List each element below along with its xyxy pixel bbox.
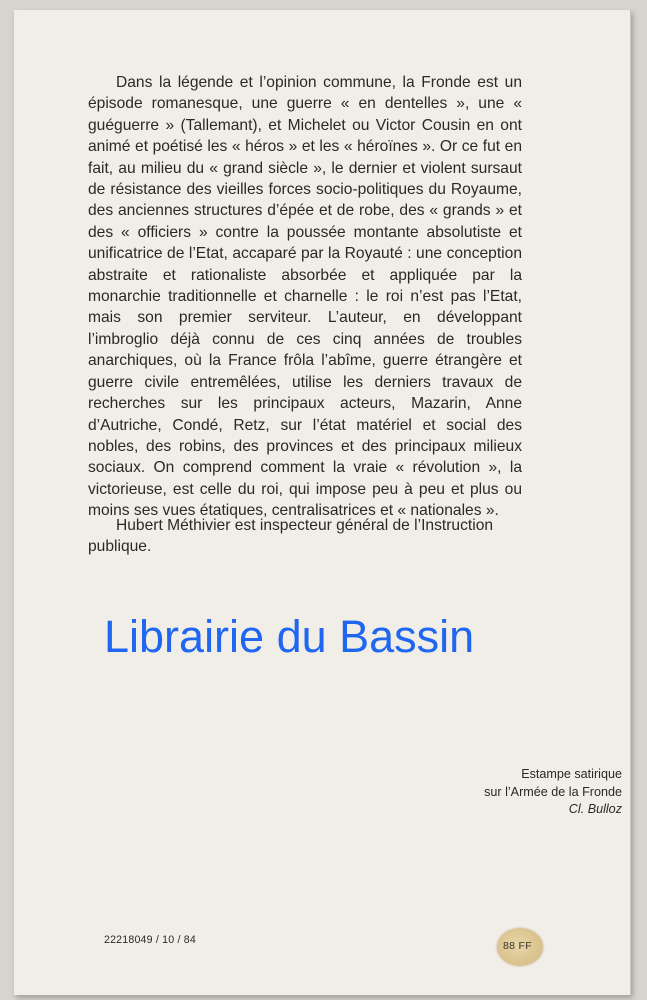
caption-line-1: Estampe satirique [521,767,622,781]
watermark-text: Librairie du Bassin [104,611,475,662]
catalog-number: 22218049 / 10 / 84 [104,934,196,946]
caption-line-2: sur l’Armée de la Fronde [484,784,622,799]
illustration-caption [360,766,622,819]
price-label: 88 FF [503,940,532,952]
blurb-paragraph: Dans la légende et l’opinion commune, la Fronde est un épisode romanesque, une guerre « en dentelles », une « guéguerre » (Tallemant), et Michelet ou Victor Cousin en ont animé et poétisé les « héros » et les « héroïnes ». Or ce fut en fait, au milieu du « grand siècle », le dernier et violent sursaut de résistance des vieilles forces socio-politiques du Royaume, des anciennes structures d’épée et de robe, des « grands » et des « officiers » contre la poussée montante absolutiste et unificatrice de l’Etat, accaparé par la Royauté : une conception abstraite et rationaliste absorbée et appliquée par la monarchie traditionnelle et charnelle : le roi n’est pas l’Etat, mais son premier serviteur. L’auteur, en développant l’imbroglio déjà connu de ces cinq années de troubles anarchiques, où la France frôla l’abîme, guerre étrangère et guerre civile entremêlées, utilise les derniers travaux de recherches sur les principaux acteurs, Mazarin, Anne d’Autriche, Condé, Retz, sur l’état matériel et social des nobles, des robins, des provinces et des principaux milieux sociaux. On comprend comment la vraie « révolution », la victorieuse, est celle du roi, qui impose peu à peu et plus ou moins ses vues étatiques, centralisatrices et « nationales ». [88,74,522,520]
author-note: Hubert Méthivier est inspecteur général de l’Instruction publique. [88,517,494,556]
photo-credit: Cl. Bulloz [568,802,622,817]
